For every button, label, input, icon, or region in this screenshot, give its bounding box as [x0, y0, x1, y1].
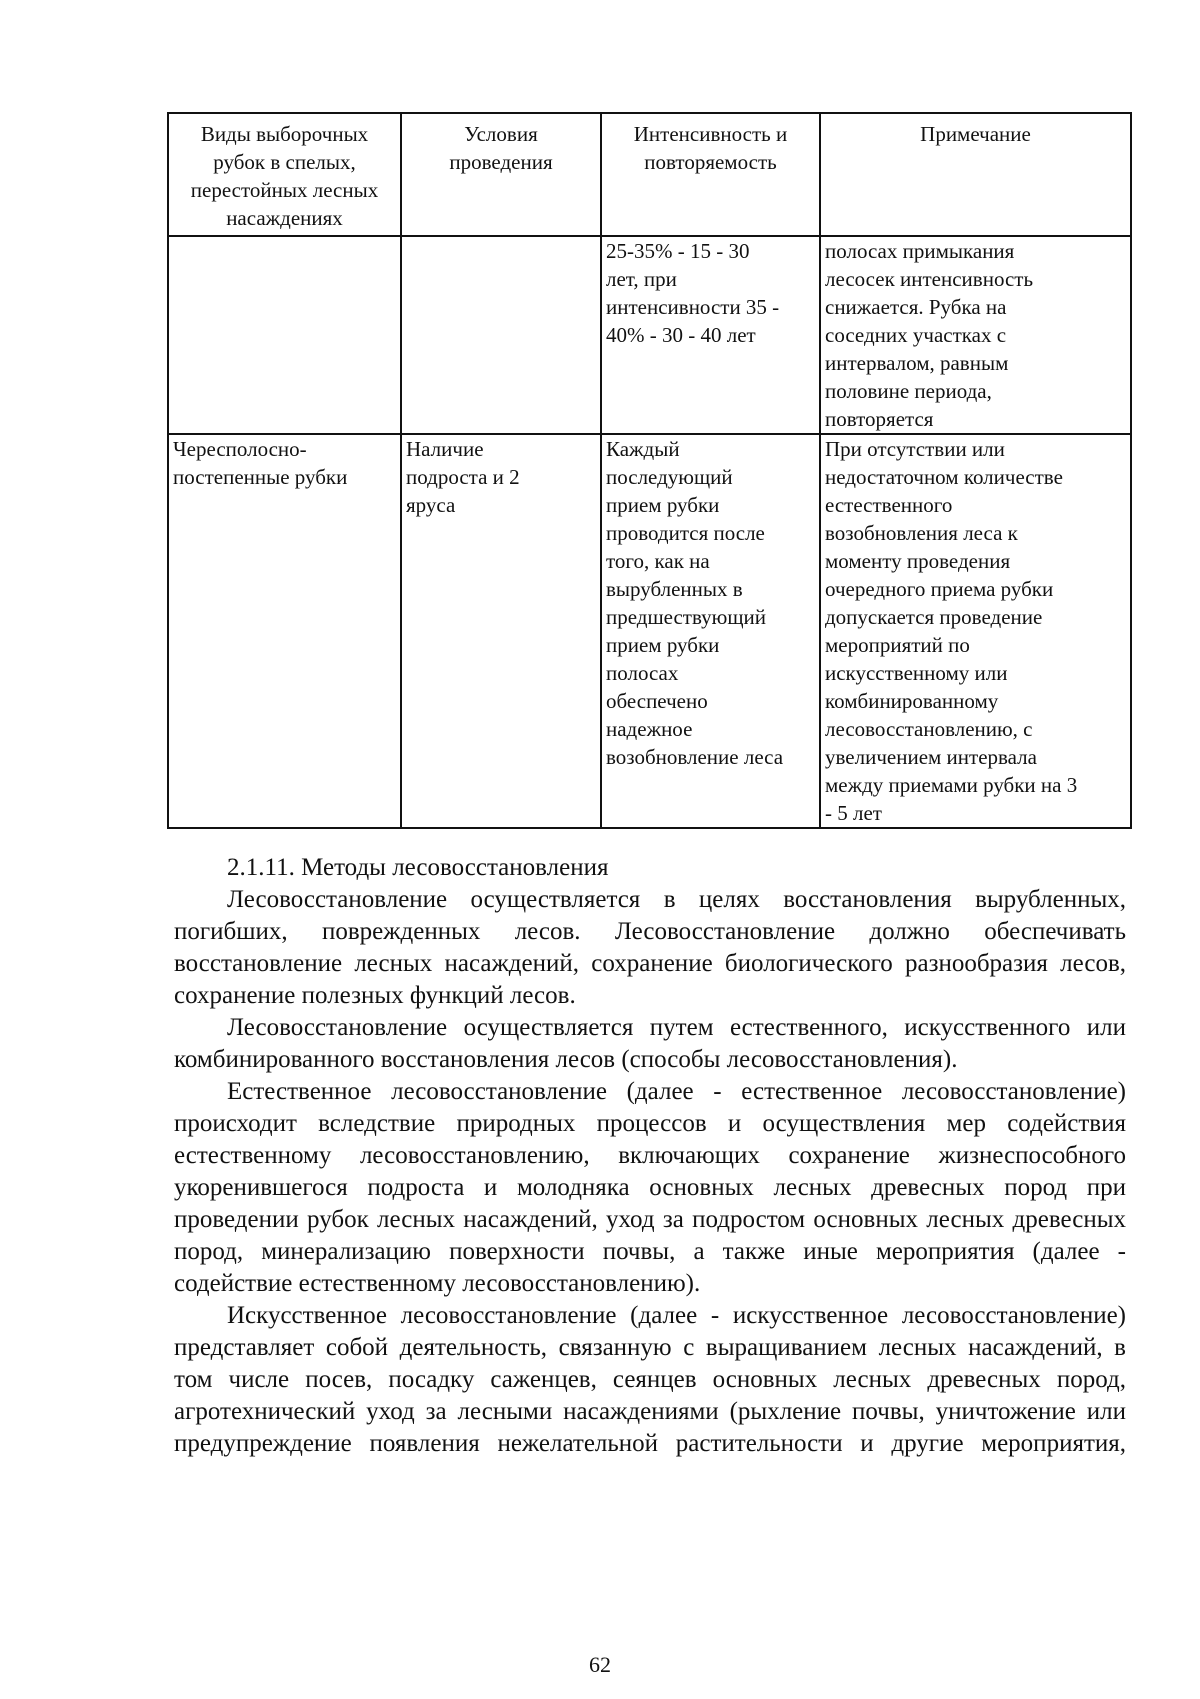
- selective-cutting-table: [167, 112, 1132, 829]
- section-body: [174, 884, 1126, 1460]
- table-cell: Наличие подроста и 2 яруса: [401, 434, 601, 828]
- table-cell: Чересполосно- постепенные рубки: [168, 434, 401, 828]
- page-number: 62: [589, 1652, 611, 1677]
- paragraph: Искусственное лесовосстановление (далее - искусственное лесовосстановление) представляет собой деятельность, связанную с выращиванием лесных насаждений, в том числе посев, посадку саженцев, сеянцев основных лесных древесных пород, агротехнический уход за лесными насаждениями (рыхление почвы, уничтожение или предупреждение появления нежелательной растительности и другие мероприятия,: [174, 1302, 1126, 1457]
- table-row: [168, 236, 1131, 434]
- paragraph: Естественное лесовосстановление (далее - естественное лесовосстановление) происходит вследствие природных процессов и осуществления мер содействия естественному лесовосстановлению, включающих сохранение жизнеспособного укоренившегося подроста и молодняка основных лесных древесных пород при проведении рубок лесных насаждений, уход за подростом основных лесных древесных пород, минерализацию поверхности почвы, а также иные мероприятия (далее - содействие естественному лесовосстановлению).: [174, 1078, 1126, 1297]
- table-cell: [168, 236, 401, 434]
- table-cell: полосах примыкания лесосек интенсивность снижается. Рубка на соседних участках с интервалом, равным половине периода, повторяется: [820, 236, 1131, 434]
- table-header-row: [168, 113, 1131, 236]
- paragraph: Лесовосстановление осуществляется путем естественного, искусственного или комбинированного восстановления лесов (способы лесовосстановления).: [174, 1014, 1126, 1073]
- table-cell: При отсутствии или недостаточном количестве естественного возобновления леса к моменту проведения очередного приема рубки допускается проведение мероприятий по искусственному или комбинированному лесовосстановлению, с увеличением интервала между приемами рубки на 3 - 5 лет: [820, 434, 1131, 828]
- table-cell: 25-35% - 15 - 30 лет, при интенсивности 35 - 40% - 30 - 40 лет: [601, 236, 820, 434]
- header-intensity: Интенсивность и повторяемость: [601, 113, 820, 236]
- table-cell: [401, 236, 601, 434]
- paragraph: Лесовосстановление осуществляется в целях восстановления вырубленных, погибших, поврежденных лесов. Лесовосстановление должно обеспечивать восстановление лесных насаждений, сохранение биологического разнообразия лесов, сохранение полезных функций лесов.: [174, 886, 1126, 1009]
- section-heading: 2.1.11. Методы лесовосстановления: [227, 854, 609, 881]
- header-cutting-types: Виды выборочных рубок в спелых, перестойных лесных насаждениях: [168, 113, 401, 236]
- header-note: Примечание: [820, 113, 1131, 236]
- header-conditions: Условия проведения: [401, 113, 601, 236]
- table-row: [168, 434, 1131, 828]
- table-cell: Каждый последующий прием рубки проводится после того, как на вырубленных в предшествующий прием рубки полосах обеспечено надежное возобновление леса: [601, 434, 820, 828]
